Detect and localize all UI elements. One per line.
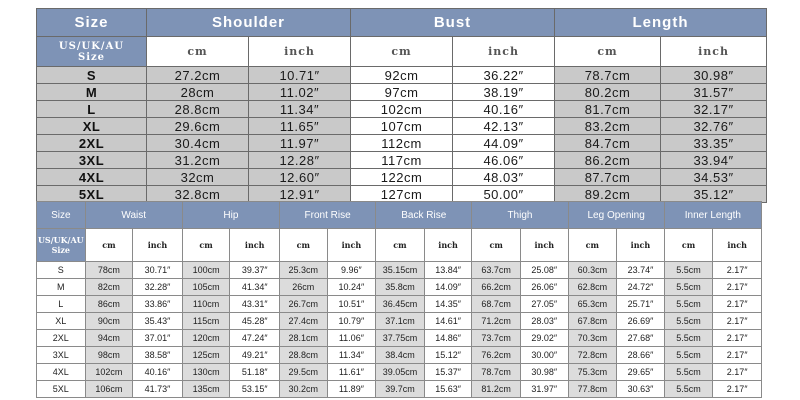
- cm-value-cell: 32.8cm: [147, 186, 249, 203]
- cm-value-cell: 30.2cm: [280, 381, 328, 398]
- cm-value-cell: 90cm: [85, 313, 133, 330]
- bottom-unit-row: [37, 229, 762, 262]
- inch-value-cell: 33.35″: [661, 135, 767, 152]
- cm-value-cell: 39.7cm: [376, 381, 425, 398]
- size-label-cell: 3XL: [37, 152, 147, 169]
- inch-value-cell: 11.34″: [249, 101, 351, 118]
- inch-value-cell: 15.63″: [424, 381, 472, 398]
- cm-value-cell: 110cm: [182, 296, 230, 313]
- inch-value-cell: 11.34″: [327, 347, 376, 364]
- cm-value-cell: 5.5cm: [664, 313, 713, 330]
- inch-value-cell: 2.17″: [713, 364, 762, 381]
- size-label-cell: L: [37, 296, 86, 313]
- inch-value-cell: 37.01″: [133, 330, 183, 347]
- size-label-cell: M: [37, 279, 86, 296]
- inch-value-cell: 50.00″: [453, 186, 555, 203]
- cm-value-cell: 98cm: [85, 347, 133, 364]
- cm-value-cell: 66.2cm: [472, 279, 521, 296]
- inch-value-cell: 38.58″: [133, 347, 183, 364]
- cm-value-cell: 81.2cm: [472, 381, 521, 398]
- inch-value-cell: 10.79″: [327, 313, 376, 330]
- inch-value-cell: 27.05″: [520, 296, 568, 313]
- inch-value-cell: 28.03″: [520, 313, 568, 330]
- back-rise-header: Back Rise: [376, 202, 472, 229]
- cm-value-cell: 94cm: [85, 330, 133, 347]
- inch-value-cell: 11.89″: [327, 381, 376, 398]
- cm-value-cell: 75.3cm: [568, 364, 617, 381]
- leg-opening-header: Leg Opening: [568, 202, 664, 229]
- size-caption-line: Size: [51, 245, 71, 255]
- inch-value-cell: 31.97″: [520, 381, 568, 398]
- cm-value-cell: 5.5cm: [664, 381, 713, 398]
- bottom-header-row: [37, 202, 762, 229]
- bottom-size-table: [36, 201, 762, 398]
- cm-value-cell: 62.8cm: [568, 279, 617, 296]
- bottom-table-body: [37, 262, 762, 398]
- cm-value-cell: 26.7cm: [280, 296, 328, 313]
- cm-value-cell: 28.8cm: [280, 347, 328, 364]
- size-label-cell: XL: [37, 118, 147, 135]
- table-row: [37, 186, 767, 203]
- inch-value-cell: 41.34″: [230, 279, 280, 296]
- waist-header: Waist: [85, 202, 182, 229]
- inch-value-cell: 12.91″: [249, 186, 351, 203]
- size-caption: [37, 37, 147, 67]
- shoulder-header: Shoulder: [147, 9, 351, 37]
- unit-header-inch: inch: [520, 229, 568, 262]
- inch-value-cell: 2.17″: [713, 279, 762, 296]
- hip-header: Hip: [182, 202, 279, 229]
- inch-value-cell: 46.06″: [453, 152, 555, 169]
- inch-value-cell: 26.06″: [520, 279, 568, 296]
- cm-value-cell: 72.8cm: [568, 347, 617, 364]
- inch-value-cell: 30.98″: [661, 67, 767, 84]
- table-row: [37, 347, 762, 364]
- cm-value-cell: 26cm: [280, 279, 328, 296]
- size-label-cell: M: [37, 84, 147, 101]
- unit-header-cm: cm: [351, 37, 453, 67]
- table-row: [37, 296, 762, 313]
- inch-value-cell: 35.43″: [133, 313, 183, 330]
- cm-value-cell: 105cm: [182, 279, 230, 296]
- unit-header-inch: inch: [713, 229, 762, 262]
- table-row: [37, 279, 762, 296]
- size-label-cell: S: [37, 262, 86, 279]
- cm-value-cell: 70.3cm: [568, 330, 617, 347]
- cm-value-cell: 60.3cm: [568, 262, 617, 279]
- table-row: [37, 381, 762, 398]
- cm-value-cell: 28.8cm: [147, 101, 249, 118]
- cm-value-cell: 28.1cm: [280, 330, 328, 347]
- inch-value-cell: 9.96″: [327, 262, 376, 279]
- bust-header: Bust: [351, 9, 555, 37]
- table-row: [37, 67, 767, 84]
- inch-value-cell: 10.71″: [249, 67, 351, 84]
- unit-header-cm: cm: [280, 229, 328, 262]
- inch-value-cell: 49.21″: [230, 347, 280, 364]
- unit-header-cm: cm: [182, 229, 230, 262]
- size-label-cell: 3XL: [37, 347, 86, 364]
- inch-value-cell: 30.98″: [520, 364, 568, 381]
- inch-value-cell: 31.57″: [661, 84, 767, 101]
- cm-value-cell: 37.75cm: [376, 330, 425, 347]
- cm-value-cell: 127cm: [351, 186, 453, 203]
- inch-value-cell: 10.51″: [327, 296, 376, 313]
- inch-value-cell: 33.94″: [661, 152, 767, 169]
- cm-value-cell: 100cm: [182, 262, 230, 279]
- cm-value-cell: 86cm: [85, 296, 133, 313]
- cm-value-cell: 68.7cm: [472, 296, 521, 313]
- table-row: [37, 330, 762, 347]
- unit-header-cm: cm: [568, 229, 617, 262]
- inch-value-cell: 11.61″: [327, 364, 376, 381]
- inch-value-cell: 34.53″: [661, 169, 767, 186]
- cm-value-cell: 27.4cm: [280, 313, 328, 330]
- inch-value-cell: 30.00″: [520, 347, 568, 364]
- inch-value-cell: 32.28″: [133, 279, 183, 296]
- cm-value-cell: 5.5cm: [664, 364, 713, 381]
- unit-header-inch: inch: [249, 37, 351, 67]
- inch-value-cell: 2.17″: [713, 347, 762, 364]
- cm-value-cell: 73.7cm: [472, 330, 521, 347]
- cm-value-cell: 115cm: [182, 313, 230, 330]
- inch-value-cell: 11.02″: [249, 84, 351, 101]
- top-unit-row: [37, 37, 767, 67]
- inch-value-cell: 23.74″: [617, 262, 665, 279]
- inch-value-cell: 12.28″: [249, 152, 351, 169]
- inch-value-cell: 51.18″: [230, 364, 280, 381]
- inch-value-cell: 14.61″: [424, 313, 472, 330]
- inch-value-cell: 48.03″: [453, 169, 555, 186]
- inch-value-cell: 2.17″: [713, 262, 762, 279]
- inch-value-cell: 2.17″: [713, 381, 762, 398]
- cm-value-cell: 29.6cm: [147, 118, 249, 135]
- unit-header-inch: inch: [230, 229, 280, 262]
- size-caption-line: US/UK/AU: [37, 235, 84, 245]
- cm-value-cell: 31.2cm: [147, 152, 249, 169]
- cm-value-cell: 86.2cm: [555, 152, 661, 169]
- cm-value-cell: 125cm: [182, 347, 230, 364]
- length-header: Length: [555, 9, 767, 37]
- cm-value-cell: 97cm: [351, 84, 453, 101]
- table-row: [37, 135, 767, 152]
- cm-value-cell: 65.3cm: [568, 296, 617, 313]
- size-label-cell: 4XL: [37, 364, 86, 381]
- inch-value-cell: 11.65″: [249, 118, 351, 135]
- cm-value-cell: 130cm: [182, 364, 230, 381]
- inch-value-cell: 47.24″: [230, 330, 280, 347]
- table-row: [37, 169, 767, 186]
- unit-header-inch: inch: [327, 229, 376, 262]
- inner-length-header: Inner Length: [664, 202, 761, 229]
- size-header: Size: [37, 9, 147, 37]
- cm-value-cell: 32cm: [147, 169, 249, 186]
- table-row: [37, 313, 762, 330]
- inch-value-cell: 40.16″: [133, 364, 183, 381]
- cm-value-cell: 80.2cm: [555, 84, 661, 101]
- cm-value-cell: 5.5cm: [664, 347, 713, 364]
- table-row: [37, 152, 767, 169]
- cm-value-cell: 28cm: [147, 84, 249, 101]
- inch-value-cell: 14.35″: [424, 296, 472, 313]
- cm-value-cell: 35.15cm: [376, 262, 425, 279]
- unit-header-inch: inch: [424, 229, 472, 262]
- inch-value-cell: 27.68″: [617, 330, 665, 347]
- cm-value-cell: 78.7cm: [472, 364, 521, 381]
- cm-value-cell: 135cm: [182, 381, 230, 398]
- inch-value-cell: 2.17″: [713, 330, 762, 347]
- front-rise-header: Front Rise: [280, 202, 376, 229]
- cm-value-cell: 117cm: [351, 152, 453, 169]
- inch-value-cell: 25.71″: [617, 296, 665, 313]
- cm-value-cell: 102cm: [85, 364, 133, 381]
- table-row: [37, 262, 762, 279]
- inch-value-cell: 33.86″: [133, 296, 183, 313]
- inch-value-cell: 42.13″: [453, 118, 555, 135]
- cm-value-cell: 81.7cm: [555, 101, 661, 118]
- cm-value-cell: 83.2cm: [555, 118, 661, 135]
- unit-header-inch: inch: [617, 229, 665, 262]
- size-label-cell: XL: [37, 313, 86, 330]
- cm-value-cell: 78.7cm: [555, 67, 661, 84]
- cm-value-cell: 5.5cm: [664, 296, 713, 313]
- cm-value-cell: 82cm: [85, 279, 133, 296]
- inch-value-cell: 14.86″: [424, 330, 472, 347]
- size-label-cell: 5XL: [37, 381, 86, 398]
- inch-value-cell: 15.37″: [424, 364, 472, 381]
- inch-value-cell: 40.16″: [453, 101, 555, 118]
- top-table-body: [37, 67, 767, 203]
- unit-header-cm: cm: [664, 229, 713, 262]
- size-caption-line: US/UK/AU: [58, 40, 125, 52]
- inch-value-cell: 45.28″: [230, 313, 280, 330]
- size-label-cell: S: [37, 67, 147, 84]
- cm-value-cell: 5.5cm: [664, 279, 713, 296]
- cm-value-cell: 30.4cm: [147, 135, 249, 152]
- inch-value-cell: 14.09″: [424, 279, 472, 296]
- cm-value-cell: 25.3cm: [280, 262, 328, 279]
- size-label-cell: L: [37, 101, 147, 118]
- unit-header-inch: inch: [453, 37, 555, 67]
- unit-header-cm: cm: [472, 229, 521, 262]
- inch-value-cell: 32.76″: [661, 118, 767, 135]
- inch-value-cell: 41.73″: [133, 381, 183, 398]
- cm-value-cell: 39.05cm: [376, 364, 425, 381]
- unit-header-cm: cm: [85, 229, 133, 262]
- cm-value-cell: 107cm: [351, 118, 453, 135]
- inch-value-cell: 28.66″: [617, 347, 665, 364]
- size-header: Size: [37, 202, 86, 229]
- table-row: [37, 364, 762, 381]
- cm-value-cell: 89.2cm: [555, 186, 661, 203]
- top-size-table: [36, 8, 767, 203]
- unit-header-cm: cm: [376, 229, 425, 262]
- size-label-cell: 5XL: [37, 186, 147, 203]
- cm-value-cell: 38.4cm: [376, 347, 425, 364]
- cm-value-cell: 84.7cm: [555, 135, 661, 152]
- size-caption-line: Size: [77, 51, 106, 63]
- cm-value-cell: 36.45cm: [376, 296, 425, 313]
- size-caption: [37, 229, 86, 262]
- inch-value-cell: 2.17″: [713, 296, 762, 313]
- cm-value-cell: 37.1cm: [376, 313, 425, 330]
- cm-value-cell: 5.5cm: [664, 330, 713, 347]
- inch-value-cell: 30.63″: [617, 381, 665, 398]
- inch-value-cell: 11.97″: [249, 135, 351, 152]
- inch-value-cell: 25.08″: [520, 262, 568, 279]
- cm-value-cell: 78cm: [85, 262, 133, 279]
- cm-value-cell: 112cm: [351, 135, 453, 152]
- size-label-cell: 2XL: [37, 135, 147, 152]
- top-header-row: [37, 9, 767, 37]
- cm-value-cell: 120cm: [182, 330, 230, 347]
- inch-value-cell: 38.19″: [453, 84, 555, 101]
- cm-value-cell: 5.5cm: [664, 262, 713, 279]
- cm-value-cell: 35.8cm: [376, 279, 425, 296]
- inch-value-cell: 10.24″: [327, 279, 376, 296]
- inch-value-cell: 24.72″: [617, 279, 665, 296]
- inch-value-cell: 2.17″: [713, 313, 762, 330]
- inch-value-cell: 36.22″: [453, 67, 555, 84]
- size-label-cell: 2XL: [37, 330, 86, 347]
- inch-value-cell: 32.17″: [661, 101, 767, 118]
- inch-value-cell: 29.02″: [520, 330, 568, 347]
- unit-header-inch: inch: [661, 37, 767, 67]
- cm-value-cell: 63.7cm: [472, 262, 521, 279]
- inch-value-cell: 43.31″: [230, 296, 280, 313]
- cm-value-cell: 27.2cm: [147, 67, 249, 84]
- inch-value-cell: 35.12″: [661, 186, 767, 203]
- inch-value-cell: 39.37″: [230, 262, 280, 279]
- cm-value-cell: 106cm: [85, 381, 133, 398]
- cm-value-cell: 102cm: [351, 101, 453, 118]
- unit-header-cm: cm: [555, 37, 661, 67]
- cm-value-cell: 76.2cm: [472, 347, 521, 364]
- cm-value-cell: 92cm: [351, 67, 453, 84]
- table-row: [37, 84, 767, 101]
- inch-value-cell: 12.60″: [249, 169, 351, 186]
- unit-header-inch: inch: [133, 229, 183, 262]
- inch-value-cell: 15.12″: [424, 347, 472, 364]
- inch-value-cell: 29.65″: [617, 364, 665, 381]
- cm-value-cell: 87.7cm: [555, 169, 661, 186]
- table-row: [37, 101, 767, 118]
- inch-value-cell: 11.06″: [327, 330, 376, 347]
- inch-value-cell: 30.71″: [133, 262, 183, 279]
- table-row: [37, 118, 767, 135]
- inch-value-cell: 44.09″: [453, 135, 555, 152]
- unit-header-cm: cm: [147, 37, 249, 67]
- inch-value-cell: 53.15″: [230, 381, 280, 398]
- inch-value-cell: 26.69″: [617, 313, 665, 330]
- thigh-header: Thigh: [472, 202, 568, 229]
- cm-value-cell: 77.8cm: [568, 381, 617, 398]
- cm-value-cell: 29.5cm: [280, 364, 328, 381]
- inch-value-cell: 13.84″: [424, 262, 472, 279]
- cm-value-cell: 71.2cm: [472, 313, 521, 330]
- size-label-cell: 4XL: [37, 169, 147, 186]
- cm-value-cell: 67.8cm: [568, 313, 617, 330]
- cm-value-cell: 122cm: [351, 169, 453, 186]
